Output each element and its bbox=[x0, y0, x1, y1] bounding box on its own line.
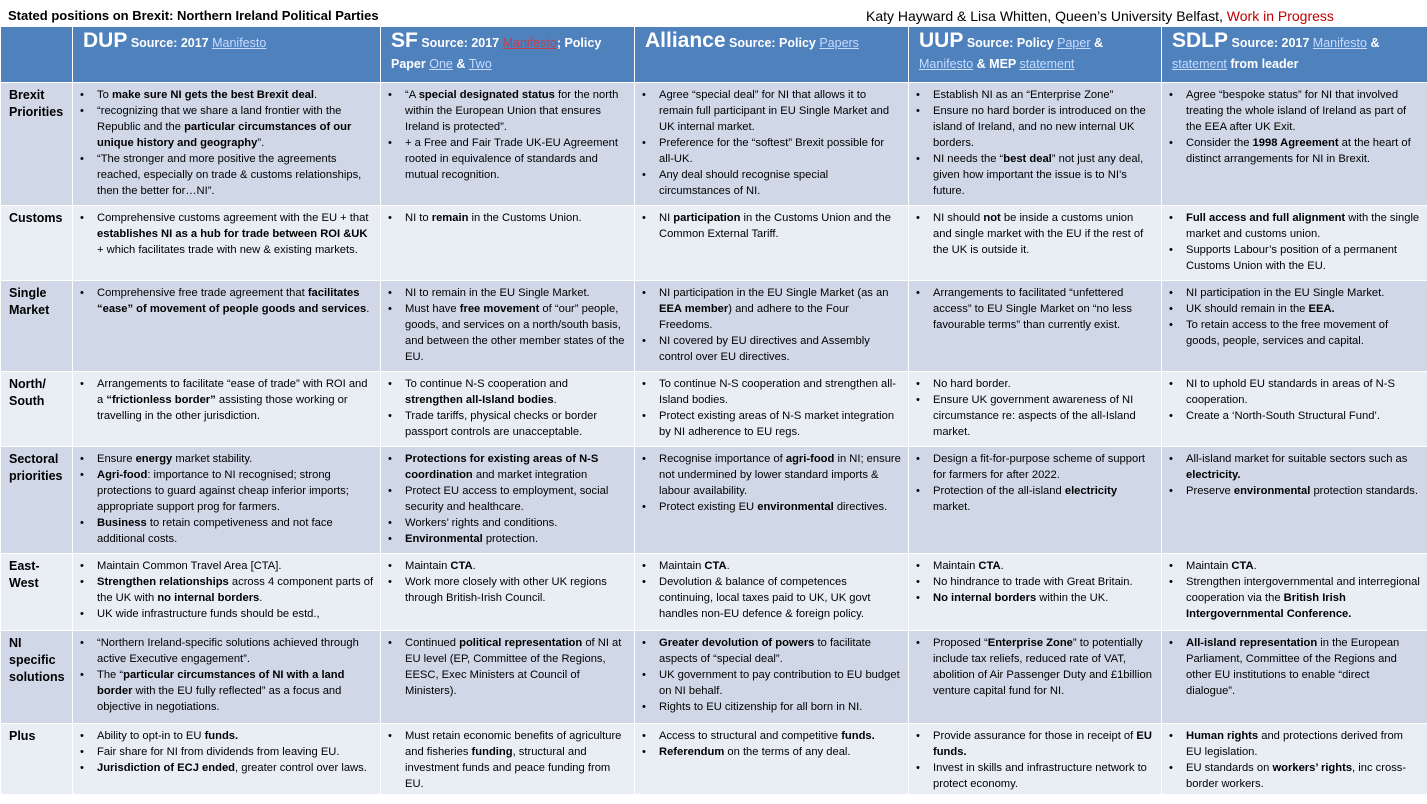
party-name: DUP bbox=[83, 29, 128, 52]
list-item: • Maintain Common Travel Area [CTA]. bbox=[97, 558, 374, 574]
source-link-manifesto[interactable]: Manifesto bbox=[1312, 36, 1367, 50]
list-item: • Ensure no hard border is introduced on the island of Ireland, and no new internal UK borders. bbox=[933, 103, 1155, 151]
list-item: • Preference for the “softest” Brexit possible for all-UK. bbox=[659, 135, 902, 167]
bold-text: best deal bbox=[1003, 153, 1052, 165]
position-cell-alliance bbox=[635, 724, 909, 795]
list-item: • Preserve environmental protection standards. bbox=[1186, 483, 1421, 499]
bold-text: Referendum bbox=[659, 746, 725, 758]
bold-text: electricity bbox=[1064, 485, 1118, 497]
bold-text: workers’ rights bbox=[1272, 762, 1353, 774]
bold-text: agri-food bbox=[785, 453, 835, 465]
bullet-list bbox=[1166, 376, 1421, 424]
list-item: • EU standards on workers’ rights, inc cross-border workers. bbox=[1186, 760, 1421, 792]
list-item: • NI to remain in the Customs Union. bbox=[405, 210, 628, 226]
source-link-manifesto[interactable]: Manifesto bbox=[212, 36, 267, 50]
list-item: • UK government to pay contribution to EU budget on NI behalf. bbox=[659, 667, 902, 699]
bullet-list bbox=[1166, 285, 1421, 349]
party-name: UUP bbox=[919, 29, 964, 52]
table-row bbox=[1, 83, 1427, 206]
bullet-list bbox=[913, 210, 1155, 258]
list-item: • Supports Labour’s position of a permanent Customs Union with the EU. bbox=[1186, 242, 1421, 274]
bold-text: Human rights bbox=[1186, 730, 1259, 742]
position-cell-sf bbox=[381, 206, 635, 281]
list-item: • NI to uphold EU standards in areas of N-S cooperation. bbox=[1186, 376, 1421, 408]
bold-text: EEA member bbox=[659, 303, 729, 315]
list-item: • NI participation in the EU Single Market (as an EEA member) and adhere to the Four Freedoms. bbox=[659, 285, 902, 333]
bold-text: make sure NI gets the best Brexit deal bbox=[111, 89, 315, 101]
source-link-two[interactable]: Two bbox=[468, 57, 492, 71]
position-cell-alliance bbox=[635, 447, 909, 554]
bold-text: special designated status bbox=[418, 89, 555, 101]
list-item: • Business to retain competiveness and not face additional costs. bbox=[97, 515, 374, 547]
row-label: North/ South bbox=[1, 372, 73, 447]
list-item: • Greater devolution of powers to facilitate aspects of “special deal”. bbox=[659, 635, 902, 667]
title-bar bbox=[0, 0, 1427, 26]
list-item: • “The stronger and more positive the agreements reached, especially on trade & customs relationships, then the better for…NI”. bbox=[97, 151, 374, 199]
position-cell-dup bbox=[73, 631, 381, 724]
bold-text: not bbox=[983, 212, 1001, 224]
source-link-paper[interactable]: Paper bbox=[1057, 36, 1091, 50]
list-item: • Environmental protection. bbox=[405, 531, 628, 547]
bullet-list bbox=[1166, 635, 1421, 699]
list-item: • Maintain CTA. bbox=[933, 558, 1155, 574]
position-cell-uup bbox=[909, 554, 1162, 631]
bullet-list bbox=[385, 728, 628, 792]
list-item: • Any deal should recognise special circumstances of NI. bbox=[659, 167, 902, 199]
position-cell-sdlp bbox=[1162, 372, 1427, 447]
source-link-manifesto[interactable]: Manifesto bbox=[919, 57, 974, 71]
list-item: • Strengthen intergovernmental and interregional cooperation via the British Irish Intergovernmental Conference. bbox=[1186, 574, 1421, 622]
list-item: • Referendum on the terms of any deal. bbox=[659, 744, 902, 760]
bullet-list bbox=[913, 558, 1155, 606]
bullet-list bbox=[77, 376, 374, 424]
position-cell-sf bbox=[381, 724, 635, 795]
bold-text: political representation bbox=[459, 637, 583, 649]
position-cell-sdlp bbox=[1162, 447, 1427, 554]
table-row bbox=[1, 372, 1427, 447]
list-item: • Fair share for NI from dividends from leaving EU. bbox=[97, 744, 374, 760]
list-item: • UK wide infrastructure funds should be estd., bbox=[97, 606, 374, 622]
bullet-list bbox=[1166, 728, 1421, 792]
bold-text: remain bbox=[431, 212, 469, 224]
bullet-list bbox=[913, 451, 1155, 515]
column-header-alliance bbox=[635, 27, 909, 83]
source-text: from leader bbox=[1226, 57, 1299, 71]
party-name: SF bbox=[391, 29, 418, 52]
list-item: • “recognizing that we share a land frontier with the Republic and the particular circumstances of our unique history and geography”. bbox=[97, 103, 374, 151]
list-item: • Ensure energy market stability. bbox=[97, 451, 374, 467]
work-in-progress-label: Work in Progress bbox=[1226, 8, 1334, 24]
list-item: • Work more closely with other UK regions through British-Irish Council. bbox=[405, 574, 628, 606]
position-cell-dup bbox=[73, 206, 381, 281]
list-item: • To make sure NI gets the best Brexit deal. bbox=[97, 87, 374, 103]
list-item: • Ensure UK government awareness of NI circumstance re: aspects of the all-Island market. bbox=[933, 392, 1155, 440]
column-header-sf bbox=[381, 27, 635, 83]
author-credit bbox=[866, 8, 1334, 24]
bullet-list bbox=[1166, 558, 1421, 622]
bullet-list bbox=[639, 376, 902, 440]
bold-text: CTA bbox=[1231, 560, 1254, 572]
list-item: • “Northern Ireland-specific solutions achieved through active Executive engagement”. bbox=[97, 635, 374, 667]
bold-text: Jurisdiction of ECJ ended bbox=[97, 762, 235, 774]
list-item: • Protect EU access to employment, social security and healthcare. bbox=[405, 483, 628, 515]
position-cell-alliance bbox=[635, 631, 909, 724]
list-item: • NI participation in the EU Single Market. bbox=[1186, 285, 1421, 301]
bold-text: particular circumstances of NI with a land border bbox=[97, 669, 345, 697]
bullet-list bbox=[639, 210, 902, 242]
list-item: • Agree “special deal” for NI that allows it to remain full participant in EU Single Market and UK internal market. bbox=[659, 87, 902, 135]
position-cell-sdlp bbox=[1162, 724, 1427, 795]
bold-text: Agri-food bbox=[97, 469, 148, 481]
column-header-dup bbox=[73, 27, 381, 83]
list-item: • Human rights and protections derived from EU legislation. bbox=[1186, 728, 1421, 760]
bold-text: no internal borders bbox=[157, 592, 260, 604]
table-body bbox=[1, 83, 1427, 795]
table-row bbox=[1, 631, 1427, 724]
bold-text: Strengthen relationships bbox=[97, 576, 229, 588]
list-item: • Continued political representation of NI at EU level (EP, Committee of the Regions, EESC, Exec Ministers at Council of Ministers). bbox=[405, 635, 628, 699]
list-item: • To continue N-S cooperation and strengthen all-Island bodies. bbox=[659, 376, 902, 408]
bullet-list bbox=[77, 558, 374, 622]
document-title: Stated positions on Brexit: Northern Ireland Political Parties bbox=[8, 8, 379, 23]
bullet-list bbox=[385, 558, 628, 606]
list-item: • Maintain CTA. bbox=[405, 558, 628, 574]
list-item: • Jurisdiction of ECJ ended, greater control over laws. bbox=[97, 760, 374, 776]
credit-text: Katy Hayward & Lisa Whitten, Queen’s University Belfast, bbox=[866, 8, 1227, 24]
bold-text: CTA bbox=[978, 560, 1001, 572]
list-item: • To continue N-S cooperation and strengthen all-Island bodies. bbox=[405, 376, 628, 408]
bullet-list bbox=[385, 210, 628, 226]
bullet-list bbox=[639, 728, 902, 760]
source-label: Source: 2017 bbox=[1228, 36, 1313, 50]
list-item: • Trade tariffs, physical checks or border passport controls are unacceptable. bbox=[405, 408, 628, 440]
table-row bbox=[1, 724, 1427, 795]
position-cell-dup bbox=[73, 724, 381, 795]
source-label: Source: 2017 bbox=[417, 36, 503, 50]
bullet-list bbox=[385, 87, 628, 183]
bold-text: No internal borders bbox=[933, 592, 1037, 604]
list-item: • Maintain CTA. bbox=[659, 558, 902, 574]
bullet-list bbox=[913, 635, 1155, 699]
bold-text: environmental bbox=[1233, 485, 1311, 497]
position-cell-alliance bbox=[635, 554, 909, 631]
source-text: ; Policy Paper bbox=[391, 36, 602, 71]
list-item: • Design a fit-for-purpose scheme of support for farmers for after 2022. bbox=[933, 451, 1155, 483]
bullet-list bbox=[1166, 87, 1421, 167]
bold-text: facilitates “ease” of movement of people goods and services bbox=[97, 287, 367, 315]
bullet-list bbox=[77, 87, 374, 199]
list-item: • Protection of the all-island electricity market. bbox=[933, 483, 1155, 515]
list-item: • Agri-food: importance to NI recognised; strong protections to guard against cheap inferior imports; appropriate support prog for farmers. bbox=[97, 467, 374, 515]
table-row bbox=[1, 281, 1427, 372]
bullet-list bbox=[1166, 210, 1421, 274]
bullet-list bbox=[639, 558, 902, 622]
list-item: • Create a ‘North-South Structural Fund’. bbox=[1186, 408, 1421, 424]
list-item: • Protect existing EU environmental directives. bbox=[659, 499, 902, 515]
source-link-one[interactable]: One bbox=[429, 57, 453, 71]
list-item: • NI participation in the Customs Union and the Common External Tariff. bbox=[659, 210, 902, 242]
bold-text: environmental bbox=[757, 501, 834, 513]
list-item: • UK should remain in the EEA. bbox=[1186, 301, 1421, 317]
list-item: • Arrangements to facilitate “ease of trade” with ROI and a “frictionless border” assisting those working or travelling in the other jurisdiction. bbox=[97, 376, 374, 424]
source-link-statement[interactable]: statement bbox=[1172, 57, 1227, 71]
list-item: • Devolution & balance of competences continuing, local taxes paid to UK, UK govt handles non-EU defence & foreign policy. bbox=[659, 574, 902, 622]
source-text: & bbox=[1090, 36, 1103, 50]
position-cell-dup bbox=[73, 83, 381, 206]
bullet-list bbox=[77, 635, 374, 715]
position-cell-sf bbox=[381, 631, 635, 724]
party-name: Alliance bbox=[645, 29, 726, 52]
position-cell-uup bbox=[909, 281, 1162, 372]
bold-text: Environmental bbox=[405, 533, 483, 545]
bold-text: EEA. bbox=[1308, 303, 1335, 315]
list-item: • No hard border. bbox=[933, 376, 1155, 392]
row-label: Single Market bbox=[1, 281, 73, 372]
list-item: • Ability to opt-in to EU funds. bbox=[97, 728, 374, 744]
bold-text: strengthen all-Island bodies bbox=[405, 394, 554, 406]
table-row bbox=[1, 447, 1427, 554]
bold-text: participation bbox=[673, 212, 741, 224]
list-item: • Rights to EU citizenship for all born in NI. bbox=[659, 699, 902, 715]
bold-text: CTA bbox=[704, 560, 727, 572]
corner-cell bbox=[1, 27, 73, 83]
list-item: • The “particular circumstances of NI with a land border with the EU fully reflected” as a focus and objective in negotiations. bbox=[97, 667, 374, 715]
position-cell-uup bbox=[909, 724, 1162, 795]
bold-text: Business bbox=[97, 517, 147, 529]
position-cell-dup bbox=[73, 372, 381, 447]
bold-text: Protections for existing areas of N-S coordination bbox=[405, 453, 599, 481]
header-row bbox=[1, 27, 1427, 83]
position-cell-sdlp bbox=[1162, 554, 1427, 631]
list-item: • “A special designated status for the north within the European Union that ensures Ireland is protected”. bbox=[405, 87, 628, 135]
source-text: & bbox=[1366, 36, 1380, 50]
bullet-list bbox=[1166, 451, 1421, 499]
source-link-manifesto[interactable]: Manifesto bbox=[502, 36, 557, 50]
bullet-list bbox=[913, 87, 1155, 199]
list-item: • Access to structural and competitive funds. bbox=[659, 728, 902, 744]
list-item: • + a Free and Fair Trade UK-EU Agreement rooted in equivalence of standards and mutual recognition. bbox=[405, 135, 628, 183]
list-item: • NI needs the “best deal” not just any deal, given how important the issue is to NI’s future. bbox=[933, 151, 1155, 199]
bold-text: British Irish Intergovernmental Conference. bbox=[1186, 592, 1352, 620]
bullet-list bbox=[385, 451, 628, 547]
bold-text: funding bbox=[471, 746, 513, 758]
list-item: • Must have free movement of “our” people, goods, and services on a north/south basis, and between the other member states of the EU. bbox=[405, 301, 628, 365]
position-cell-sf bbox=[381, 281, 635, 372]
source-text: & bbox=[452, 57, 469, 71]
list-item: • Strengthen relationships across 4 component parts of the UK with no internal borders. bbox=[97, 574, 374, 606]
position-cell-sf bbox=[381, 372, 635, 447]
bold-text: funds. bbox=[204, 730, 239, 742]
row-label: Brexit Priorities bbox=[1, 83, 73, 206]
bold-text: establishes NI as a hub for trade between ROI &UK bbox=[97, 228, 368, 240]
position-cell-dup bbox=[73, 554, 381, 631]
position-cell-uup bbox=[909, 447, 1162, 554]
position-cell-dup bbox=[73, 281, 381, 372]
list-item: • Establish NI as an “Enterprise Zone” bbox=[933, 87, 1155, 103]
list-item: • NI covered by EU directives and Assembly control over EU directives. bbox=[659, 333, 902, 365]
list-item: • Recognise importance of agri-food in NI; ensure not undermined by lower standard imports & labour availability. bbox=[659, 451, 902, 499]
list-item: • Proposed “Enterprise Zone” to potentially include tax reliefs, reduced rate of VAT, abolition of Air Passenger Duty and £1billion venture capital fund for NI. bbox=[933, 635, 1155, 699]
bold-text: free movement bbox=[459, 303, 540, 315]
list-item: • Consider the 1998 Agreement at the heart of distinct arrangements for NI in Brexit. bbox=[1186, 135, 1421, 167]
position-cell-alliance bbox=[635, 83, 909, 206]
list-item: • Protect existing areas of N-S market integration by NI adherence to EU regs. bbox=[659, 408, 902, 440]
list-item: • NI to remain in the EU Single Market. bbox=[405, 285, 628, 301]
list-item: • Provide assurance for those in receipt of EU funds. bbox=[933, 728, 1155, 760]
bullet-list bbox=[913, 285, 1155, 333]
source-text: & MEP bbox=[973, 57, 1020, 71]
position-cell-uup bbox=[909, 372, 1162, 447]
bold-text: Greater devolution of powers bbox=[659, 637, 815, 649]
list-item: • No internal borders within the UK. bbox=[933, 590, 1155, 606]
list-item: • Workers’ rights and conditions. bbox=[405, 515, 628, 531]
list-item: • Comprehensive customs agreement with the EU + that establishes NI as a hub for trade between ROI &UK + which facilitates trade with new & existing markets. bbox=[97, 210, 374, 258]
list-item: • Invest in skills and infrastructure network to protect economy. bbox=[933, 760, 1155, 792]
list-item: • Arrangements to facilitated “unfettered access” to EU Single Market on “no less favourable terms” than currently exist. bbox=[933, 285, 1155, 333]
source-link-papers[interactable]: Papers bbox=[819, 36, 859, 50]
bullet-list bbox=[913, 376, 1155, 440]
list-item: • Agree “bespoke status” for NI that involved treating the whole island of Ireland as part of the EEA after UK Exit. bbox=[1186, 87, 1421, 135]
positions-table bbox=[0, 26, 1427, 795]
bold-text: 1998 Agreement bbox=[1252, 137, 1339, 149]
table-row bbox=[1, 206, 1427, 281]
row-label: Plus bbox=[1, 724, 73, 795]
bold-text: energy bbox=[135, 453, 173, 465]
bold-text: All-island representation bbox=[1186, 637, 1318, 649]
position-cell-alliance bbox=[635, 281, 909, 372]
position-cell-alliance bbox=[635, 372, 909, 447]
row-label: Customs bbox=[1, 206, 73, 281]
column-header-uup bbox=[909, 27, 1162, 83]
party-name: SDLP bbox=[1172, 29, 1229, 52]
list-item: • All-island market for suitable sectors such as electricity. bbox=[1186, 451, 1421, 483]
bullet-list bbox=[77, 210, 374, 258]
bold-text: CTA bbox=[450, 560, 473, 572]
list-item: • Protections for existing areas of N-S coordination and market integration bbox=[405, 451, 628, 483]
position-cell-sdlp bbox=[1162, 631, 1427, 724]
bullet-list bbox=[385, 376, 628, 440]
bullet-list bbox=[385, 635, 628, 699]
bold-text: Full access and full alignment bbox=[1186, 212, 1346, 224]
list-item: • Comprehensive free trade agreement that facilitates “ease” of movement of people goods and services. bbox=[97, 285, 374, 317]
bullet-list bbox=[77, 285, 374, 317]
list-item: • All-island representation in the European Parliament, Committee of the Regions and other EU institutions to enable “direct dialogue”. bbox=[1186, 635, 1421, 699]
list-item: • Maintain CTA. bbox=[1186, 558, 1421, 574]
source-label: Source: Policy bbox=[963, 36, 1058, 50]
position-cell-alliance bbox=[635, 206, 909, 281]
bold-text: particular circumstances of our unique history and geography bbox=[97, 121, 352, 149]
bold-text: Enterprise Zone bbox=[987, 637, 1073, 649]
bullet-list bbox=[77, 451, 374, 547]
bold-text: EU funds. bbox=[933, 730, 1152, 758]
column-header-sdlp bbox=[1162, 27, 1427, 83]
row-label: Sectoral priorities bbox=[1, 447, 73, 554]
bold-text: electricity. bbox=[1186, 469, 1241, 481]
bold-text: funds. bbox=[841, 730, 875, 742]
position-cell-uup bbox=[909, 83, 1162, 206]
list-item: • No hindrance to trade with Great Britain. bbox=[933, 574, 1155, 590]
position-cell-sdlp bbox=[1162, 281, 1427, 372]
source-link-statement[interactable]: statement bbox=[1019, 57, 1075, 71]
position-cell-sdlp bbox=[1162, 83, 1427, 206]
position-cell-uup bbox=[909, 631, 1162, 724]
list-item: • To retain access to the free movement of goods, people, services and capital. bbox=[1186, 317, 1421, 349]
bullet-list bbox=[639, 87, 902, 199]
bullet-list bbox=[639, 635, 902, 715]
position-cell-sf bbox=[381, 83, 635, 206]
list-item: • Full access and full alignment with the single market and customs union. bbox=[1186, 210, 1421, 242]
list-item: • Must retain economic benefits of agriculture and fisheries funding, structural and investment funds and peace funding from EU. bbox=[405, 728, 628, 792]
position-cell-uup bbox=[909, 206, 1162, 281]
bullet-list bbox=[639, 451, 902, 515]
position-cell-dup bbox=[73, 447, 381, 554]
source-label: Source: Policy bbox=[725, 36, 820, 50]
row-label: East-West bbox=[1, 554, 73, 631]
bullet-list bbox=[913, 728, 1155, 792]
bullet-list bbox=[77, 728, 374, 776]
source-label: Source: 2017 bbox=[127, 36, 213, 50]
row-label: NI specific solutions bbox=[1, 631, 73, 724]
position-cell-sdlp bbox=[1162, 206, 1427, 281]
position-cell-sf bbox=[381, 554, 635, 631]
position-cell-sf bbox=[381, 447, 635, 554]
bullet-list bbox=[639, 285, 902, 365]
table-row bbox=[1, 554, 1427, 631]
bold-text: “frictionless border” bbox=[106, 394, 216, 406]
list-item: • NI should not be inside a customs union and single market with the EU if the rest of the UK is outside it. bbox=[933, 210, 1155, 258]
bullet-list bbox=[385, 285, 628, 365]
